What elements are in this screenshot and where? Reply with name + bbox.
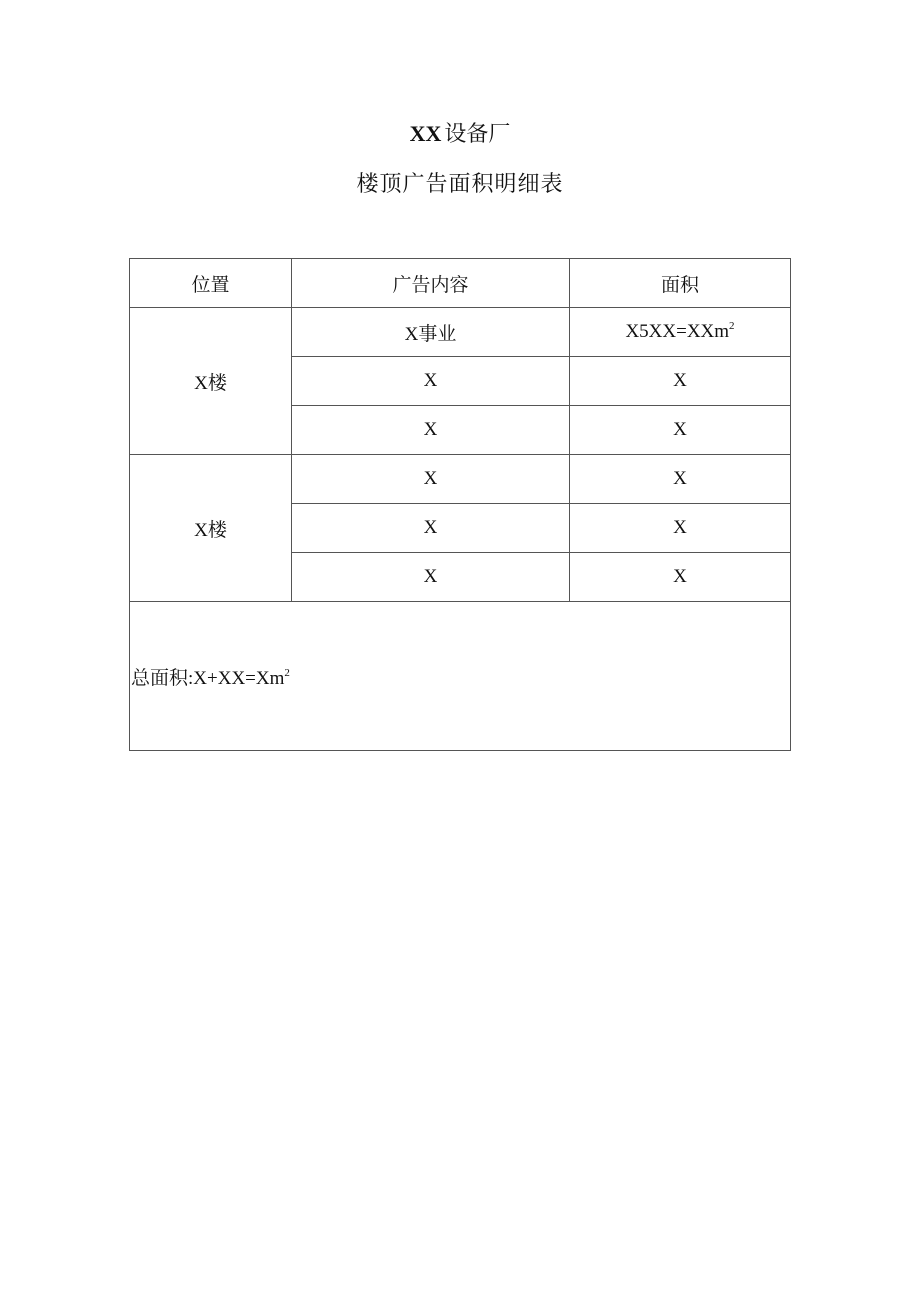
table-row (130, 455, 791, 504)
area-cell (570, 308, 791, 357)
content-cell: X (292, 406, 570, 455)
area-exponent: 2 (729, 320, 735, 332)
content-cell: X (292, 455, 570, 504)
area-cell: X (570, 455, 791, 504)
total-formula: X+XX=Xm (193, 667, 285, 689)
company-suffix: 设备厂 (444, 121, 511, 146)
total-area-cell (130, 602, 791, 751)
location-cell: X楼 (130, 308, 292, 455)
total-label: 总面积: (131, 667, 194, 689)
content-cell: X (292, 553, 570, 602)
area-cell: X (570, 553, 791, 602)
header-location: 位置 (130, 259, 292, 308)
document-title (0, 118, 920, 150)
table-row (130, 308, 791, 357)
area-cell: X (570, 406, 791, 455)
header-area: 面积 (570, 259, 791, 308)
total-exponent: 2 (284, 666, 290, 679)
area-detail-table (129, 258, 791, 751)
company-prefix: XX (409, 121, 442, 146)
total-row (130, 602, 791, 751)
document-subtitle: 楼顶广告面积明细表 (356, 171, 564, 196)
location-cell: X楼 (130, 455, 292, 602)
area-cell: X (570, 504, 791, 553)
header-ad-content: 广告内容 (292, 259, 570, 308)
content-cell: X (292, 357, 570, 406)
table-header-row (130, 259, 791, 308)
content-cell: X事业 (292, 308, 570, 357)
area-value: X5XX=XXm (625, 321, 730, 342)
area-cell: X (570, 357, 791, 406)
content-cell: X (292, 504, 570, 553)
